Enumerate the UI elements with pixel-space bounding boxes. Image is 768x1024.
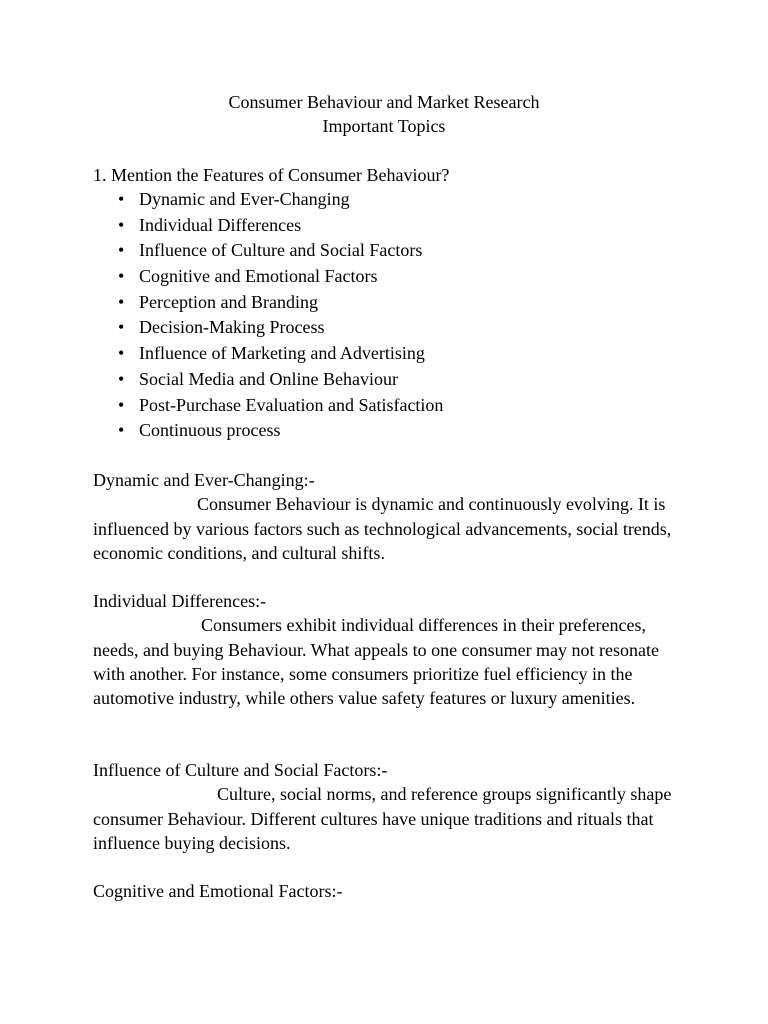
bullet-icon: • xyxy=(118,240,125,261)
list-item xyxy=(118,341,443,367)
list-item-text: Post-Purchase Evaluation and Satisfaction xyxy=(139,394,444,415)
list-item-text: Influence of Culture and Social Factors xyxy=(139,240,423,261)
list-item-text: Influence of Marketing and Advertising xyxy=(139,343,425,364)
bullet-icon: • xyxy=(118,317,125,338)
section-paragraph xyxy=(93,782,693,855)
list-item xyxy=(118,393,443,419)
bullet-icon: • xyxy=(118,420,125,441)
section-dynamic xyxy=(93,468,693,565)
list-item xyxy=(118,418,443,444)
list-item-text: Cognitive and Emotional Factors xyxy=(139,266,378,287)
section-heading: Cognitive and Emotional Factors:- xyxy=(93,881,343,901)
list-item-text: Continuous process xyxy=(139,420,281,441)
list-item xyxy=(118,213,443,239)
list-item xyxy=(118,264,443,290)
list-item xyxy=(118,367,443,393)
bullet-icon: • xyxy=(118,368,125,389)
section-culture xyxy=(93,758,693,855)
section-heading: Dynamic and Ever-Changing:- xyxy=(93,470,315,490)
bullet-icon: • xyxy=(118,291,125,312)
section-cognitive xyxy=(93,879,693,903)
features-list xyxy=(118,187,443,444)
list-item-text: Dynamic and Ever-Changing xyxy=(139,189,350,209)
section-body: Consumers exhibit individual differences in their preferences, needs, and buying Behaviour. What appeals to one consumer may not resonate with another. For instance, some consumers prioritize fuel efficiency in the automotive industry, while others value safety features or luxury amenities. xyxy=(93,615,660,709)
list-item xyxy=(118,315,443,341)
section-body: Consumer Behaviour is dynamic and continuously evolving. It is influenced by various factors such as technological advancements, social trends, economic conditions, and cultural shifts. xyxy=(93,494,672,563)
bullet-icon: • xyxy=(118,214,125,235)
bullet-icon: • xyxy=(118,394,125,415)
bullet-icon: • xyxy=(118,189,125,209)
list-item xyxy=(118,238,443,264)
section-heading: Individual Differences:- xyxy=(93,591,267,611)
list-item-text: Social Media and Online Behaviour xyxy=(139,368,398,389)
list-item-text: Individual Differences xyxy=(139,214,302,235)
section-heading: Influence of Culture and Social Factors:- xyxy=(93,760,388,780)
section-individual xyxy=(93,589,693,710)
list-item-text: Decision-Making Process xyxy=(139,317,325,338)
title-block xyxy=(0,90,768,138)
document-subtitle: Important Topics xyxy=(322,116,446,136)
question-heading: 1. Mention the Features of Consumer Behaviour? xyxy=(93,165,450,185)
section-paragraph xyxy=(93,613,693,710)
section-body: Culture, social norms, and reference groups significantly shape consumer Behaviour. Different cultures have unique traditions and rituals that influence buying decisions. xyxy=(93,784,672,853)
document-title: Consumer Behaviour and Market Research xyxy=(228,92,540,112)
section-paragraph xyxy=(93,492,693,565)
list-item xyxy=(118,290,443,316)
list-item xyxy=(118,187,443,213)
bullet-icon: • xyxy=(118,266,125,287)
bullet-icon: • xyxy=(118,343,125,364)
list-item-text: Perception and Branding xyxy=(139,291,318,312)
